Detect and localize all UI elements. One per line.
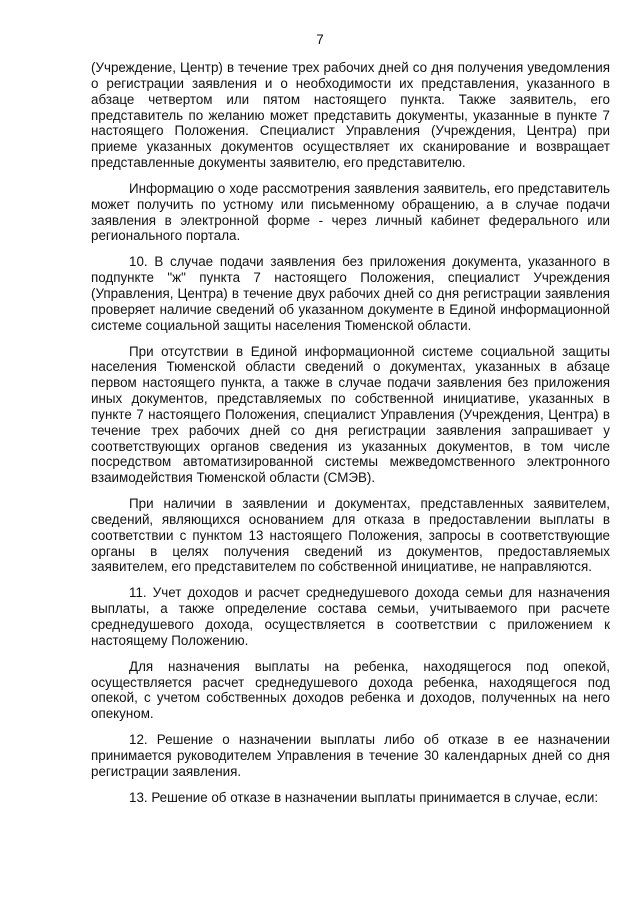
- page-number: 7: [316, 32, 324, 47]
- paragraph-item-10: 10. В случае подачи заявления без приложения документа, указанного в подпункте "ж" пункта 7 настоящего Положения, специалист Учреждения (Управления, Центра) в течение двух рабочих дней со дня регистрации заявления проверяет наличие сведений об указанном документе в Единой информационной системе социальной защиты населения Тюменской области.: [91, 254, 610, 333]
- paragraph-item-11: 11. Учет доходов и расчет среднедушевого дохода семьи для назначения выплаты, а также определение состава семьи, учитываемого при расчете среднедушевого дохода, осуществляется в соответствии с приложением к настоящему Положению.: [91, 585, 610, 648]
- paragraph-continuation: (Учреждение, Центр) в течение трех рабочих дней со дня получения уведомления о регистрации заявления и о необходимости их представления, указанного в абзаце четвертом или пятом настоящего пункта. Также заявитель, его представитель по желанию может представить документы, указанные в пункте 7 настоящего Положения. Специалист Управления (Учреждения, Центра) при приеме указанных документов осуществляет их сканирование и возвращает представленные документы заявителю, его представителю.: [91, 60, 610, 171]
- document-body: [91, 60, 610, 815]
- paragraph-guardianship-income: Для назначения выплаты на ребенка, находящегося под опекой, осуществляется расчет среднедушевого дохода ребенка, находящегося под опекой, с учетом собственных доходов ребенка и доходов, полученных на него опекуном.: [91, 658, 610, 722]
- paragraph-item-12: 12. Решение о назначении выплаты либо об отказе в ее назначении принимается руководителем Управления в течение 30 календарных дней со дня регистрации заявления.: [91, 732, 610, 779]
- paragraph-item-13: 13. Решение об отказе в назначении выплаты принимается в случае, если:: [129, 789, 599, 805]
- paragraph-missing-data-request: При отсутствии в Единой информационной системе социальной защиты населения Тюменской области сведений о документах, указанных в абзаце первом настоящего пункта, а также в случае подачи заявления без приложения иных документов, представляемых по собственной инициативе, указанных в пункте 7 настоящего Положения, специалист Управления (Учреждения, Центра) в течение трех рабочих дней со дня регистрации заявления запрашивает у соответствующих органов сведения из указанных документов, в том числе посредством автоматизированной системы межведомственного электронного взаимодействия Тюменской области (СМЭВ).: [91, 343, 610, 486]
- paragraph-requests-not-sent: При наличии в заявлении и документах, представленных заявителем, сведений, являющихся основанием для отказа в предоставлении выплаты в соответствии с пунктом 13 настоящего Положения, запросы в соответствующие органы в целях получения сведений из документов, предоставляемых заявителем, его представителем по собственной инициативе, не направляются.: [91, 496, 610, 575]
- paragraph-application-status-info: Информацию о ходе рассмотрения заявления заявитель, его представитель может получить по устному или письменному обращению, а в случае подачи заявления в электронной форме - через личный кабинет федерального или регионального портала.: [91, 180, 610, 244]
